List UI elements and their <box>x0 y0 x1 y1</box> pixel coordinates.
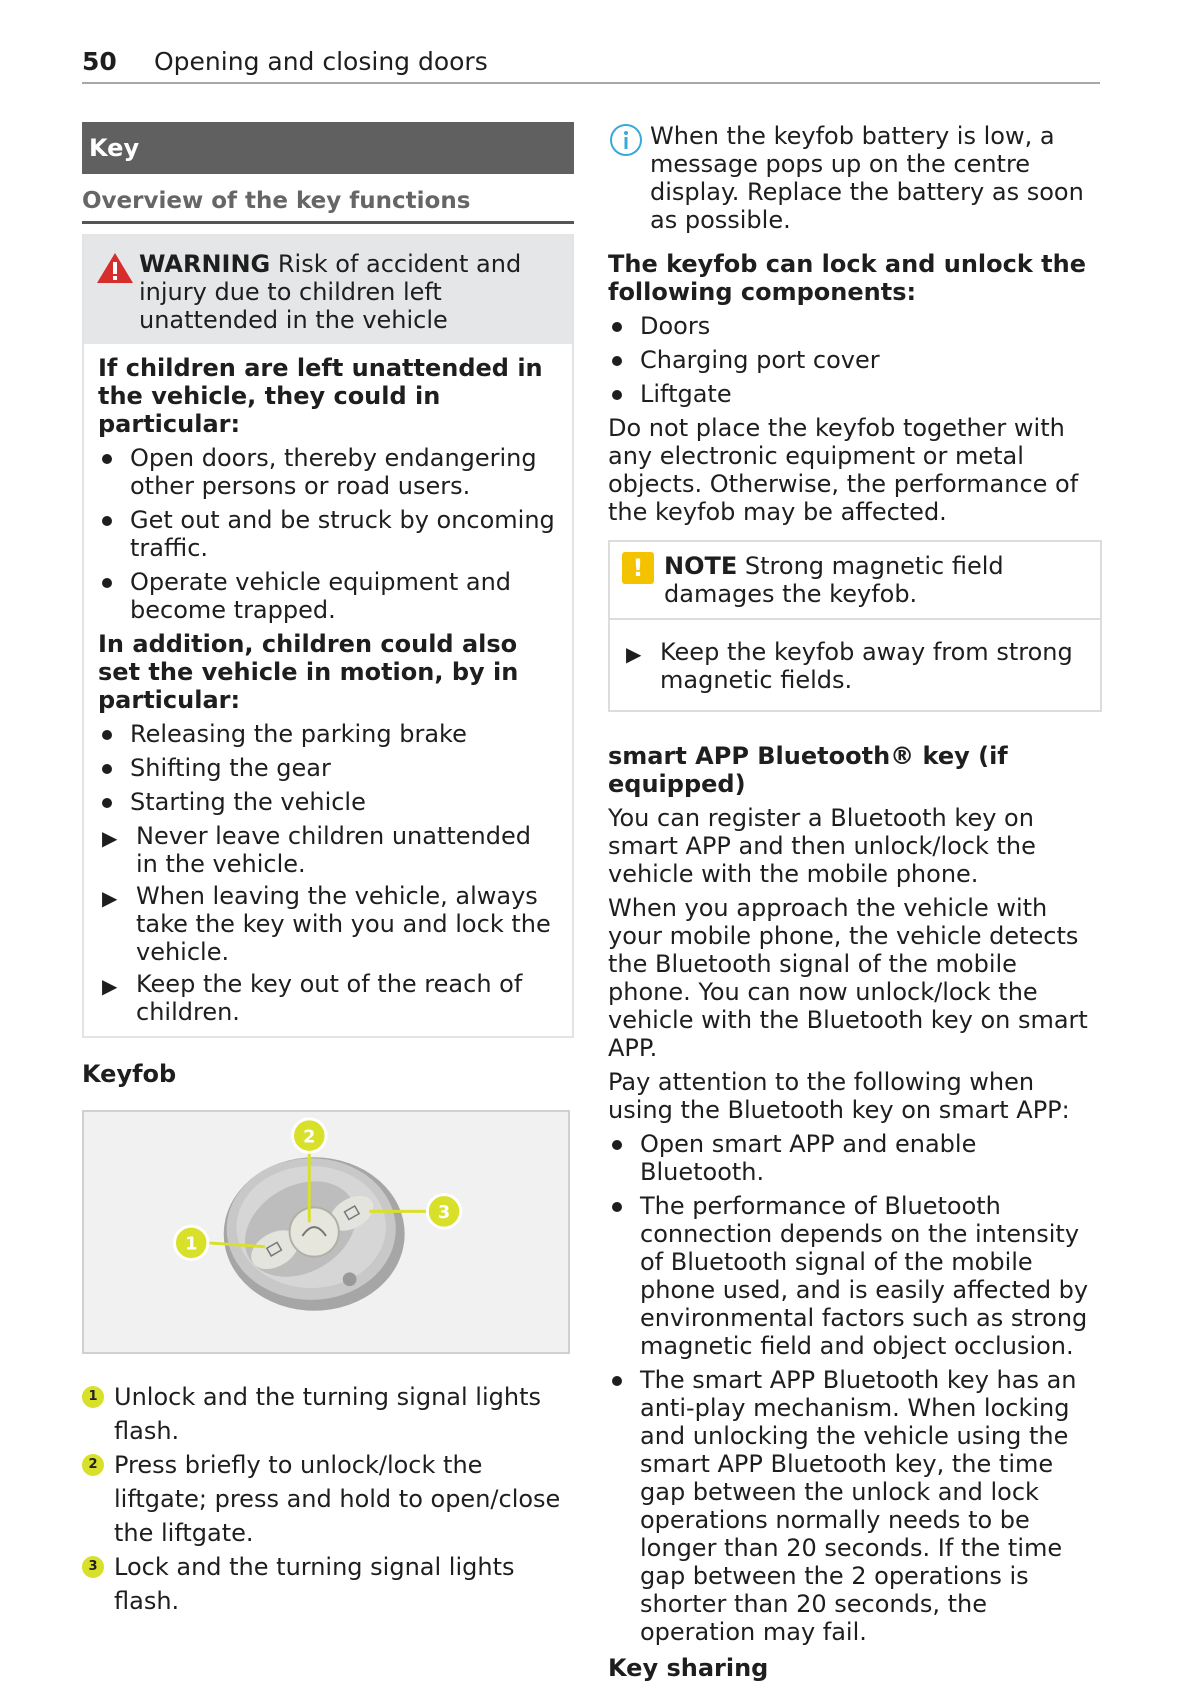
legend-item <box>82 1448 574 1550</box>
info-text: When the keyfob battery is low, a message pops up on the centre display. Replace the battery as soon as possible. <box>650 122 1084 234</box>
callout-2 <box>293 1119 326 1152</box>
info-icon <box>608 122 644 158</box>
info-note <box>608 122 1102 234</box>
callout-1-label: 1 <box>185 1234 198 1255</box>
arrow-right-icon: ▶ <box>102 886 118 910</box>
action-text: When leaving the vehicle, always take the key with you and lock the vehicle. <box>136 882 551 966</box>
note-headline-text: Strong magnetic field damages the keyfob. <box>664 552 1004 608</box>
right-column <box>608 122 1102 1682</box>
action-item <box>98 822 558 878</box>
legend-text: Unlock and the turning signal lights flash. <box>114 1383 541 1445</box>
list-item: Get out and be struck by oncoming traffic. <box>98 506 558 562</box>
list-item: Releasing the parking brake <box>98 720 558 748</box>
action-text: Never leave children unattended in the vehicle. <box>136 822 532 878</box>
bluetooth-paragraph-1: You can register a Bluetooth key on smart APP and then unlock/lock the vehicle with the mobile phone. <box>608 804 1036 888</box>
action-text: Keep the keyfob away from strong magnetic fields. <box>660 638 1073 694</box>
warning-headline <box>139 250 560 334</box>
bluetooth-paragraph-2: When you approach the vehicle with your mobile phone, the vehicle detects the Bluetooth signal of the mobile phone. You can now unlock/lock the vehicle with the Bluetooth key on smart APP. <box>608 894 1088 1062</box>
legend-item <box>82 1380 574 1448</box>
warning-list-1 <box>98 444 558 624</box>
callout-1 <box>175 1226 208 1259</box>
note-box <box>608 540 1102 712</box>
arrow-right-icon: ▶ <box>102 974 118 998</box>
warning-body <box>84 344 572 1036</box>
list-item: Doors <box>608 312 1102 340</box>
section-title: Key <box>82 122 574 174</box>
list-item: Open smart APP and enable Bluetooth. <box>608 1130 1102 1186</box>
note-body <box>610 620 1100 710</box>
bluetooth-paragraph-3: Pay attention to the following when using the Bluetooth key on smart APP: <box>608 1068 1070 1124</box>
warning-intro-1: If children are left unattended in the vehicle, they could in particular: <box>98 354 543 438</box>
arrow-right-icon: ▶ <box>626 642 642 666</box>
legend-text: Press briefly to unlock/lock the liftgate; press and hold to open/close the liftgate. <box>114 1451 561 1547</box>
components-heading: The keyfob can lock and unlock the following components: <box>608 250 1086 306</box>
bluetooth-heading: smart APP Bluetooth® key (if equipped) <box>608 742 1008 798</box>
list-item: Open doors, thereby endangering other persons or road users. <box>98 444 558 500</box>
note-header <box>610 542 1100 620</box>
callout-2-label: 2 <box>303 1127 316 1148</box>
page-title: Opening and closing doors <box>154 47 488 76</box>
list-item: The performance of Bluetooth connection depends on the intensity of Bluetooth signal of the mobile phone used, and is easily affected by environmental factors such as strong magnetic field and object occlusion. <box>608 1192 1102 1360</box>
subsection-title: Overview of the key functions <box>82 174 574 224</box>
key-sharing-heading: Key sharing <box>608 1654 769 1682</box>
list-item: Liftgate <box>608 380 1102 408</box>
callout-3-label: 3 <box>437 1203 451 1224</box>
components-list <box>608 312 1102 408</box>
note-label: NOTE <box>664 552 738 580</box>
action-text: Keep the key out of the reach of children. <box>136 970 523 1026</box>
note-headline <box>664 552 1088 608</box>
warning-actions <box>98 822 558 1026</box>
legend-number-badge: 1 <box>82 1386 104 1408</box>
legend-item <box>82 1550 574 1618</box>
callout-3 <box>427 1195 460 1228</box>
warning-label: WARNING <box>139 250 271 278</box>
legend-number-badge: 2 <box>82 1454 104 1476</box>
action-item <box>622 638 1088 694</box>
warning-box <box>82 234 574 1038</box>
bluetooth-list <box>608 1130 1102 1646</box>
note-actions <box>622 638 1088 694</box>
list-item: Charging port cover <box>608 346 1102 374</box>
arrow-right-icon: ▶ <box>102 826 118 850</box>
page-header <box>82 44 1100 84</box>
page-number: 50 <box>82 47 117 76</box>
warning-triangle-icon <box>96 252 134 284</box>
list-item: Operate vehicle equipment and become trapped. <box>98 568 558 624</box>
warning-intro-2: In addition, children could also set the vehicle in motion, by in particular: <box>98 630 519 714</box>
left-column <box>82 122 574 1618</box>
placement-paragraph: Do not place the keyfob together with any electronic equipment or metal objects. Otherwise, the performance of the keyfob may be affected. <box>608 414 1079 526</box>
keyfob-legend <box>82 1380 574 1618</box>
keyfob-illustration <box>82 1110 570 1354</box>
keyfob-heading: Keyfob <box>82 1060 177 1088</box>
legend-text: Lock and the turning signal lights flash. <box>114 1553 515 1615</box>
list-item: Starting the vehicle <box>98 788 558 816</box>
action-item <box>98 882 558 966</box>
list-item: Shifting the gear <box>98 754 558 782</box>
warning-list-2 <box>98 720 558 816</box>
warning-headline-text: Risk of accident and injury due to children left unattended in the vehicle <box>139 250 522 334</box>
note-exclamation-icon: ! <box>622 552 654 584</box>
list-item: The smart APP Bluetooth key has an anti-play mechanism. When locking and unlocking the vehicle using the smart APP Bluetooth key, the time gap between the unlock and lock operations normally needs to be longer than 20 seconds. If the time gap between the 2 operations is shorter than 20 seconds, the operation may fail. <box>608 1366 1102 1646</box>
legend-number-badge: 3 <box>82 1556 104 1578</box>
action-item <box>98 970 558 1026</box>
warning-header <box>84 236 572 344</box>
